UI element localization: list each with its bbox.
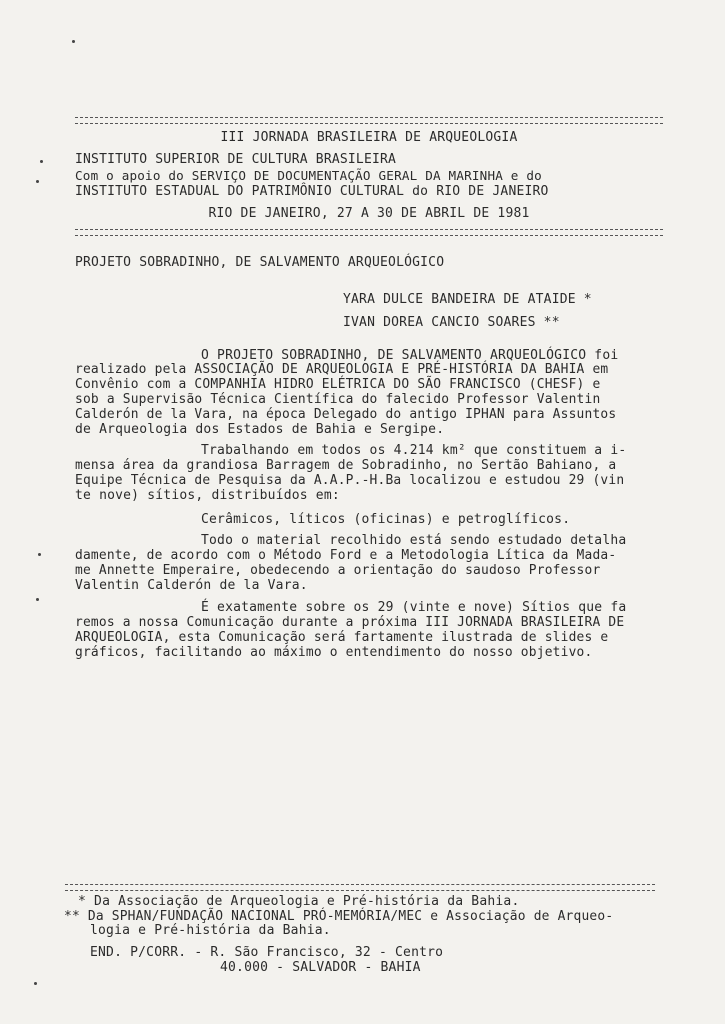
paragraph-2-line: Trabalhando em todos os 4.214 km² que constituem a i- <box>201 443 627 458</box>
paragraph-1-line: realizado pela ASSOCIAÇÃO DE ARQUEOLOGIA E PRÉ-HISTÓRIA DA BAHIA em <box>75 362 609 377</box>
margin-mark <box>36 598 39 601</box>
margin-mark <box>38 553 41 556</box>
margin-mark <box>40 160 43 163</box>
paragraph-1-line: Calderón de la Vara, na época Delegado do antigo IPHAN para Assuntos <box>75 407 617 422</box>
address-line-2: 40.000 - SALVADOR - BAHIA <box>220 960 421 975</box>
footnote-1: * Da Associação de Arqueologia e Pré-história da Bahia. <box>78 894 520 909</box>
institute-name: INSTITUTO SUPERIOR DE CULTURA BRASILEIRA <box>75 152 397 167</box>
margin-mark <box>72 40 75 43</box>
footnote-rule <box>65 884 655 891</box>
footnote-2-continued: logia e Pré-história da Bahia. <box>90 923 331 938</box>
address-line-1: END. P/CORR. - R. São Francisco, 32 - Centro <box>90 945 444 960</box>
margin-mark <box>36 180 39 183</box>
paragraph-1-line: sob a Supervisão Técnica Científica do falecido Professor Valentin <box>75 392 601 407</box>
paragraph-4-line: Todo o material recolhido está sendo estudado detalha <box>201 533 627 548</box>
paragraph-5-line: remos a nossa Comunicação durante a próxima III JORNADA BRASILEIRA DE <box>75 615 625 630</box>
paragraph-5-line: gráficos, facilitando ao máximo o entendimento do nosso objetivo. <box>75 645 593 660</box>
paragraph-4-line: me Annette Emperaire, obedecendo a orientação do saudoso Professor <box>75 563 601 578</box>
margin-mark <box>34 982 37 985</box>
paragraph-5-line: ARQUEOLOGIA, esta Comunicação será fartamente ilustrada de slides e <box>75 630 609 645</box>
project-title: PROJETO SOBRADINHO, DE SALVAMENTO ARQUEOLÓGICO <box>75 255 445 270</box>
header-rule-bottom <box>75 229 663 236</box>
conference-title: III JORNADA BRASILEIRA DE ARQUEOLOGIA <box>220 130 518 145</box>
paragraph-2-line: mensa área da grandiosa Barragem de Sobradinho, no Sertão Bahiano, a <box>75 458 617 473</box>
paragraph-2-line: te nove) sítios, distribuídos em: <box>75 488 340 503</box>
paragraph-4-line: Valentin Calderón de la Vara. <box>75 578 308 593</box>
paragraph-1-line: Convênio com a COMPANHIA HIDRO ELÉTRICA DO SÃO FRANCISCO (CHESF) e <box>75 377 601 392</box>
conference-date: RIO DE JANEIRO, 27 A 30 DE ABRIL DE 1981 <box>208 206 530 221</box>
support-line-1: Com o apoio do SERVIÇO DE DOCUMENTAÇÃO GERAL DA MARINHA e do <box>75 168 542 183</box>
support-line-2: INSTITUTO ESTADUAL DO PATRIMÔNIO CULTURAL do RIO DE JANEIRO <box>75 184 549 199</box>
author-2: IVAN DOREA CANCIO SOARES ** <box>343 315 560 330</box>
paragraph-4-line: damente, de acordo com o Método Ford e a Metodologia Lítica da Mada- <box>75 548 617 563</box>
paragraph-1-line: O PROJETO SOBRADINHO, DE SALVAMENTO ARQUEOLÓGICO foi <box>201 348 619 363</box>
site-types-line: Cerâmicos, líticos (oficinas) e petroglíficos. <box>201 512 571 527</box>
header-rule-top <box>75 117 663 124</box>
paragraph-5-line: É exatamente sobre os 29 (vinte e nove) Sítios que fa <box>201 600 627 615</box>
paragraph-1-line: de Arqueologia dos Estados de Bahia e Sergipe. <box>75 422 445 437</box>
paragraph-2-line: Equipe Técnica de Pesquisa da A.A.P.-H.Ba localizou e estudou 29 (vin <box>75 473 625 488</box>
footnote-2: ** Da SPHAN/FUNDAÇÃO NACIONAL PRÓ-MEMÓRIA/MEC e Associação de Arqueo- <box>64 909 614 924</box>
author-1: YARA DULCE BANDEIRA DE ATAIDE * <box>343 292 592 307</box>
